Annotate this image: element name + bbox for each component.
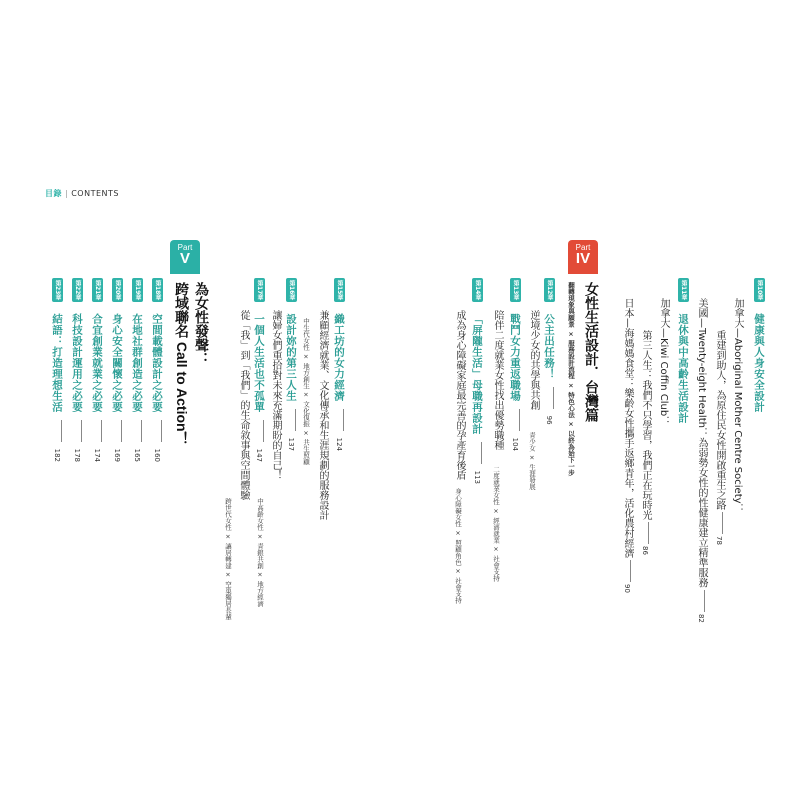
chapter-badge: 第13章 <box>512 280 519 301</box>
header-separator: | <box>65 189 69 198</box>
toc-entry-ch18[interactable] <box>148 278 167 462</box>
chapter-badge: 第11章 <box>680 280 687 301</box>
part-number: IV <box>575 250 591 267</box>
part-iv-badge <box>568 240 598 274</box>
case-description[interactable] <box>638 330 653 555</box>
toc-entry-ch20[interactable] <box>108 278 127 462</box>
toc-entry-ch19[interactable] <box>128 278 147 462</box>
chapter-title: 「屏隴生活」母職再設計 <box>471 313 483 435</box>
page-number: 96 <box>545 415 553 425</box>
page-number: 165 <box>133 448 141 463</box>
case-desc: 第三人生：我們不只學習，我們正在玩時光 <box>640 330 651 520</box>
chapter-badge: 第22章 <box>74 280 81 301</box>
case-description[interactable] <box>712 330 727 545</box>
chapter-badge: 第21章 <box>94 280 101 301</box>
leader-line <box>61 420 62 442</box>
leader-line <box>704 590 705 612</box>
part-v-title-1: 為女性發聲： <box>194 282 210 366</box>
chapter-badge: 第16章 <box>288 280 295 301</box>
toc-entry-ch21[interactable] <box>88 278 107 462</box>
chapter-description: 兼顧經濟就業、文化傳承和生涯規劃的服務設計 <box>317 310 328 520</box>
part-v-badge <box>170 240 200 274</box>
page-number: 82 <box>697 613 705 623</box>
part-number: V <box>179 250 190 267</box>
part-word: Part <box>177 243 193 252</box>
case-name: Aboriginal Mother Centre Society： <box>732 338 743 514</box>
leader-line <box>630 560 631 582</box>
chapter-tags: 青少女 × 生涯發展 <box>528 432 536 490</box>
chapter-badge: 第10章 <box>756 280 763 301</box>
page-number: 90 <box>623 584 631 593</box>
chapter-title: 公主出任務！ <box>543 313 555 380</box>
chapter-description: 陪伴二度就業女性找出優勢職種 <box>492 310 503 450</box>
chapter-tags: 身心障礙女性 × 照顧角色 × 社會支持 <box>454 488 462 604</box>
chapter-title: 戰鬥女力重返職場 <box>509 313 521 402</box>
leader-line <box>295 409 296 431</box>
chapter-title: 合宜創業就業之必要 <box>91 313 103 413</box>
leader-line <box>343 409 344 431</box>
chapter-description: 逆境少女的共學與共創 <box>528 310 539 410</box>
chapter-badge: 第23章 <box>54 280 61 301</box>
leader-line <box>101 420 102 442</box>
chapter-tags: 跨世代女性 × 讓居轉建 × 空巢獨居長輩 <box>224 498 232 620</box>
page-number: 169 <box>113 448 121 463</box>
toc-entry-ch15[interactable] <box>330 278 349 451</box>
chapter-title: 空間載體設計之必要 <box>151 313 163 413</box>
chapter-title: 科技設計運用之必要 <box>71 313 83 413</box>
toc-entry-ch17[interactable] <box>250 278 269 462</box>
chapter-tags: 二度就業女性 × 經濟就業 × 社會支持 <box>492 466 500 582</box>
page-number: 174 <box>93 448 101 463</box>
leader-line <box>481 442 482 464</box>
chapter-badge: 第20章 <box>114 280 121 301</box>
chapter-badge: 第19章 <box>134 280 141 301</box>
chapter-title: 退休與中高齡生活設計 <box>677 313 689 424</box>
chapter-badge: 第17章 <box>256 280 263 301</box>
chapter-title: 設計妳的第三人生 <box>285 313 297 402</box>
toc-entry-ch10[interactable] <box>750 278 769 412</box>
page-number: 113 <box>473 470 481 485</box>
case-country: 美國 <box>696 298 707 318</box>
page-number: 104 <box>511 437 519 452</box>
page-number: 160 <box>153 448 161 463</box>
case-name: Kiwi Coffin Club： <box>658 338 669 427</box>
chapter-title: 一個人生活也不孤單 <box>253 313 265 413</box>
case-country: 日本 <box>622 298 633 318</box>
leader-line <box>121 420 122 442</box>
toc-entry-ch16[interactable] <box>282 278 301 451</box>
case-name: Twenty-eight Health：為弱勢女性的性健康建立精準服務 <box>696 328 707 588</box>
page-number: 124 <box>335 437 343 452</box>
chapter-badge: 第12章 <box>546 280 553 301</box>
case-country: 加拿大 <box>732 298 743 328</box>
chapter-tags: 中生代女性 × 地方創生 × 文化復振 × 共生照顧 <box>302 318 310 465</box>
page-number: 147 <box>255 448 263 463</box>
leader-line <box>519 409 520 431</box>
chapter-description: 成為身心障礙家庭最完善的孕產育後盾 <box>454 310 465 480</box>
toc-entry-ch13[interactable] <box>506 278 525 451</box>
chapter-title: 織工坊的女力經濟 <box>333 313 345 402</box>
page-number: 182 <box>53 448 61 463</box>
leader-line <box>263 420 264 442</box>
chapter-description: 從「我」到「我們」的生命敘事與空間體驗 <box>238 310 249 500</box>
part-word: Part <box>575 243 591 252</box>
toc-entry-ch14[interactable] <box>468 278 487 484</box>
case-line[interactable]: 日本—海媽媽食堂：樂齡女性攜手返鄉青年，活化農村經濟90 <box>622 298 633 593</box>
chapter-badge: 第14章 <box>474 280 481 301</box>
chapter-title: 結語：打造理想生活 <box>51 313 63 413</box>
case-country: 加拿大 <box>658 298 669 328</box>
part-iv-subtitle: 翻轉現象與願景 × 服務設計流程 × 特色心法 × 以終為始下一步 <box>567 282 575 476</box>
chapter-badge: 第18章 <box>154 280 161 301</box>
page-number: 178 <box>73 448 81 463</box>
part-v-title-2: 跨域聯名 Call to Action！ <box>174 282 190 446</box>
leader-line <box>81 420 82 442</box>
leader-line <box>161 420 162 442</box>
case-line[interactable]: 加拿大—Aboriginal Mother Centre Society： <box>732 298 743 514</box>
chapter-title: 健康與人身安全設計 <box>753 313 765 413</box>
chapter-tags: 中高齡女性 × 青銀共創 × 地方經濟 <box>256 498 264 607</box>
leader-line <box>141 420 142 442</box>
toc-entry-ch22[interactable] <box>68 278 87 462</box>
page-number: 137 <box>287 437 295 452</box>
toc-entry-ch12[interactable] <box>540 278 559 425</box>
leader-line <box>648 522 649 544</box>
case-name: 海媽媽食堂：樂齡女性攜手返鄉青年，活化農村經濟 <box>622 328 633 558</box>
header-brand: 目錄 <box>45 189 62 198</box>
case-line[interactable]: 加拿大—Kiwi Coffin Club： <box>658 298 669 427</box>
part-iv-title: 女性生活設計．台灣篇 <box>584 282 600 422</box>
chapter-title: 在地社群創造之必要 <box>131 313 143 413</box>
toc-entry-ch11[interactable] <box>674 278 693 423</box>
header-label: CONTENTS <box>71 189 119 198</box>
leader-line <box>722 512 723 534</box>
leader-line <box>553 387 554 409</box>
chapter-description: 讓婦女們重拾對未來充滿期盼的自己！ <box>270 310 281 480</box>
page-number: 86 <box>641 546 649 555</box>
toc-entry-ch23[interactable] <box>48 278 67 462</box>
case-line[interactable]: 美國—Twenty-eight Health：為弱勢女性的性健康建立精準服務82 <box>696 298 707 623</box>
page-number: 78 <box>715 536 723 545</box>
chapter-badge: 第15章 <box>336 280 343 301</box>
chapter-title: 身心安全關懷之必要 <box>111 313 123 413</box>
toc-header <box>45 188 119 199</box>
case-desc: 重建到助人，為原住民女性開啟重生之路 <box>714 330 725 510</box>
